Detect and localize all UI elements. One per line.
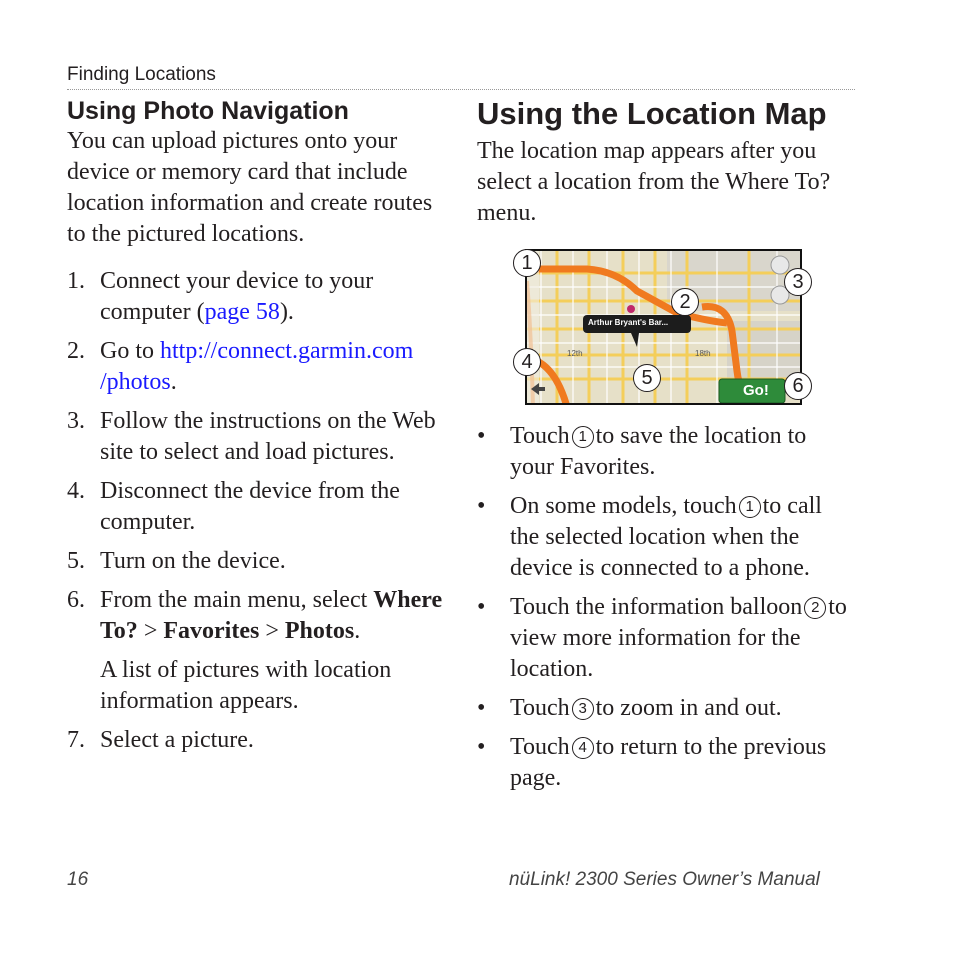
step-number: 3. [67, 408, 85, 434]
bullet-text: to zoom in and out. [595, 695, 782, 721]
bullet-dot: • [477, 594, 486, 620]
manual-title: nüLink! 2300 Series Owner’s Manual [509, 869, 820, 890]
bullet-dot: • [477, 423, 486, 449]
page-number: 16 [67, 869, 89, 890]
bullet-item [477, 592, 847, 685]
step-text: From the main menu, select [100, 587, 374, 613]
menu-photos: Photos [284, 618, 355, 644]
bullet-item [477, 693, 847, 724]
callout-ref-icon: 1 [739, 496, 761, 518]
bullet-item [477, 732, 847, 794]
menu-separator: > [137, 618, 164, 644]
map-street-label: 12th [567, 349, 583, 358]
bullet-text: to return to the previous page. [510, 734, 827, 791]
location-map-figure [508, 246, 820, 408]
bullet-dot: • [477, 493, 486, 519]
step-number: 2. [67, 338, 85, 364]
photo-navigation-heading: Using Photo Navigation [67, 97, 349, 125]
bullet-dot: • [477, 695, 486, 721]
location-map-intro: The location map appears after you select a location from the Where To? menu. [477, 138, 831, 226]
step-item [67, 406, 447, 468]
header-divider [67, 89, 855, 90]
bullet-text: Touch [510, 695, 570, 721]
callout-6: 6 [784, 372, 812, 400]
step-item [67, 546, 447, 577]
step-item [67, 585, 447, 717]
bullet-text: to call the selected location when the device is connected to a phone. [510, 493, 822, 581]
location-map-screenshot [525, 249, 802, 405]
step-number: 6. [67, 587, 85, 613]
menu-where-to: Where To? [100, 587, 443, 644]
step-text: Connect your device to your computer ( [100, 268, 374, 325]
map-street-label: 18th [695, 349, 711, 358]
bullet-item [477, 421, 847, 483]
step-number: 1. [67, 268, 85, 294]
step-number: 7. [67, 727, 85, 753]
step-number: 4. [67, 478, 85, 504]
running-header: Finding Locations [67, 64, 216, 85]
bullet-dot: • [477, 734, 486, 760]
menu-separator: > [259, 618, 285, 644]
bullet-item [477, 491, 847, 584]
map-balloon-label[interactable]: Arthur Bryant's Bar... [588, 318, 669, 327]
step-item [67, 476, 447, 538]
photo-navigation-intro: You can upload pictures onto your device or memory card that include location information and create routes to the pictured locations. [67, 128, 433, 247]
callout-1: 1 [513, 249, 541, 277]
step-item [67, 725, 447, 756]
callout-ref-icon: 4 [572, 737, 594, 759]
step-item [67, 336, 447, 398]
callout-ref-icon: 3 [572, 698, 594, 720]
steps-list [67, 266, 447, 756]
callout-4: 4 [513, 348, 541, 376]
step-text-end: . [170, 369, 177, 395]
callout-2: 2 [671, 288, 699, 316]
map-bullets-container [477, 421, 847, 794]
step-text: Follow the instructions on the Web site to select and load pictures. [100, 408, 436, 465]
step-text: Turn on the device. [100, 548, 286, 574]
page-link[interactable]: page 58 [204, 299, 280, 325]
step-text-end: ). [279, 299, 294, 325]
map-bullets-list [477, 421, 847, 794]
callout-3: 3 [784, 268, 812, 296]
bullet-text: On some models, touch [510, 493, 737, 519]
step-text-end: . [354, 618, 361, 644]
location-map-heading: Using the Location Map [477, 96, 827, 131]
left-column [67, 96, 447, 756]
go-button[interactable]: Go! [743, 382, 769, 399]
bullet-text: Touch [510, 734, 570, 760]
callout-ref-icon: 2 [804, 597, 826, 619]
step-note: A list of pictures with location information appears. [100, 657, 392, 714]
step-text: Select a picture. [100, 727, 254, 753]
bullet-text: Touch [510, 423, 570, 449]
step-text: Disconnect the device from the computer. [100, 478, 400, 535]
right-column [477, 96, 847, 229]
callout-ref-icon: 1 [572, 426, 594, 448]
bullet-text: to save the location to your Favorites. [510, 423, 807, 480]
menu-favorites: Favorites [163, 618, 260, 644]
garmin-url-link[interactable]: http://connect.garmin.com /photos [100, 338, 414, 395]
bullet-text: to view more information for the location. [510, 594, 847, 682]
callout-5: 5 [633, 364, 661, 392]
step-number: 5. [67, 548, 85, 574]
step-text: Go to [100, 338, 160, 364]
step-item [67, 266, 447, 328]
bullet-text: Touch the information balloon [510, 594, 803, 620]
